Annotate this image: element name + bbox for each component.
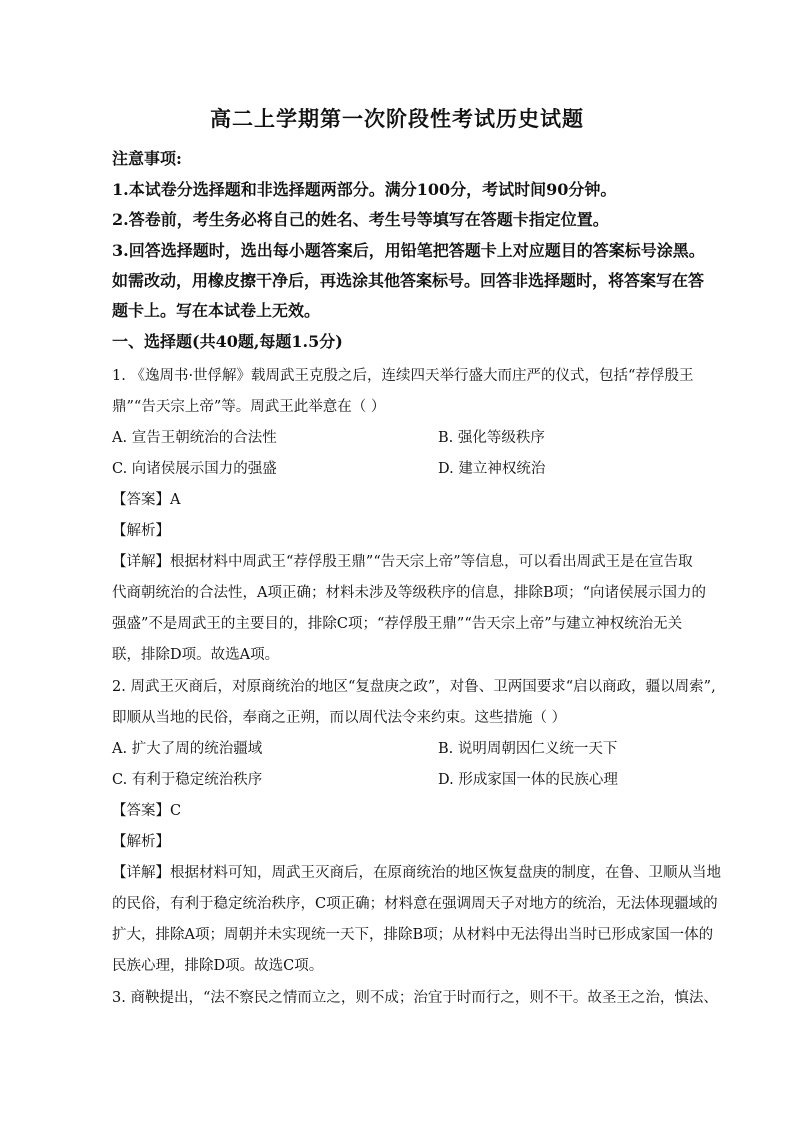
question-1-stem-line-2: 鼎”“告天宗上帝”等。周武王此举意在（ ） — [112, 399, 386, 415]
section-heading: 一、选择题(共40题,每题1.5分) — [112, 332, 343, 351]
question-2-option-d: D. 形成家国一体的民族心理 — [438, 772, 618, 788]
notice-item-1: 1.本试卷分选择题和非选择题两部分。满分100分，考试时间90分钟。 — [112, 180, 617, 199]
question-2-stem-line-1: 2. 周武王灭商后，对原商统治的地区“复盘庚之政”，对鲁、卫两国要求“启以商政，疆以周索”, — [112, 679, 716, 695]
notice-heading: 注意事项: — [112, 149, 182, 168]
question-1-detail-line-2: 代商朝统治的合法性，A项正确；材料未涉及等级秩序的信息，排除B项；“向诸侯展示国力的 — [112, 585, 707, 601]
question-2-answer: 【答案】C — [112, 803, 182, 819]
question-1-option-d: D. 建立神权统治 — [438, 461, 546, 477]
question-2-detail-line-3: 扩大，排除A项；周朝并未实现统一天下，排除B项；从材料中无法得出当时已形成家国一体的 — [112, 927, 714, 943]
question-1-stem-line-1: 1. 《逸周书·世俘解》载周武王克殷之后，连续四天举行盛大而庄严的仪式，包括“荐俘殷王 — [112, 368, 694, 384]
question-2-detail-line-2: 的民俗，有利于稳定统治秩序，C项正确；材料意在强调周天子对地方的统治，无法体现疆域的 — [112, 896, 718, 912]
question-1-option-c: C. 向诸侯展示国力的强盛 — [112, 461, 277, 477]
question-2-option-a: A. 扩大了周的统治疆域 — [112, 741, 263, 757]
notice-item-2: 2.答卷前，考生务必将自己的姓名、考生号等填写在答题卡指定位置。 — [112, 210, 609, 229]
question-2-analysis-label: 【解析】 — [112, 834, 170, 850]
question-3-stem-line-1: 3. 商鞅提出，“法不察民之情而立之，则不成；治宜于时而行之，则不干。故圣王之治，慎法、 — [112, 990, 718, 1006]
question-1-option-b: B. 强化等级秩序 — [438, 430, 545, 446]
question-1-detail-line-1: 【详解】根据材料中周武王“荐俘殷王鼎”“告天宗上帝”等信息，可以看出周武王是在宣告取 — [112, 554, 693, 570]
question-2-detail-line-4: 民族心理，排除D项。故选C项。 — [112, 958, 324, 974]
question-1-analysis-label: 【解析】 — [112, 523, 170, 539]
page-title: 高二上学期第一次阶段性考试历史试题 — [210, 106, 584, 131]
notice-item-3: 3.回答选择题时，选出每小题答案后，用铅笔把答题卡上对应题目的答案标号涂黑。 — [112, 241, 705, 260]
question-1-detail-line-3: 强盛”不是周武王的主要目的，排除C项；“荐俘殷王鼎”“告天宗上帝”与建立神权统治无关 — [112, 616, 683, 632]
question-1-detail-line-4: 联，排除D项。故选A项。 — [112, 647, 280, 663]
question-2-option-b: B. 说明周朝因仁义统一天下 — [438, 741, 618, 757]
question-1-option-a: A. 宣告王朝统治的合法性 — [112, 430, 277, 446]
notice-item-3-end: 题卡上。写在本试卷上无效。 — [112, 301, 321, 320]
question-2-detail-line-1: 【详解】根据材料可知，周武王灭商后，在原商统治的地区恢复盘庚的制度，在鲁、卫顺从当地 — [112, 865, 721, 881]
question-1-answer: 【答案】A — [112, 492, 181, 508]
question-2-option-c: C. 有利于稳定统治秩序 — [112, 772, 263, 788]
question-2-stem-line-2: 即顺从当地的民俗，奉商之正朔，而以周代法令来约束。这些措施（ ） — [112, 710, 567, 726]
notice-item-3-cont: 如需改动，用橡皮擦干净后，再选涂其他答案标号。回答非选择题时，将答案写在答 — [112, 271, 705, 290]
